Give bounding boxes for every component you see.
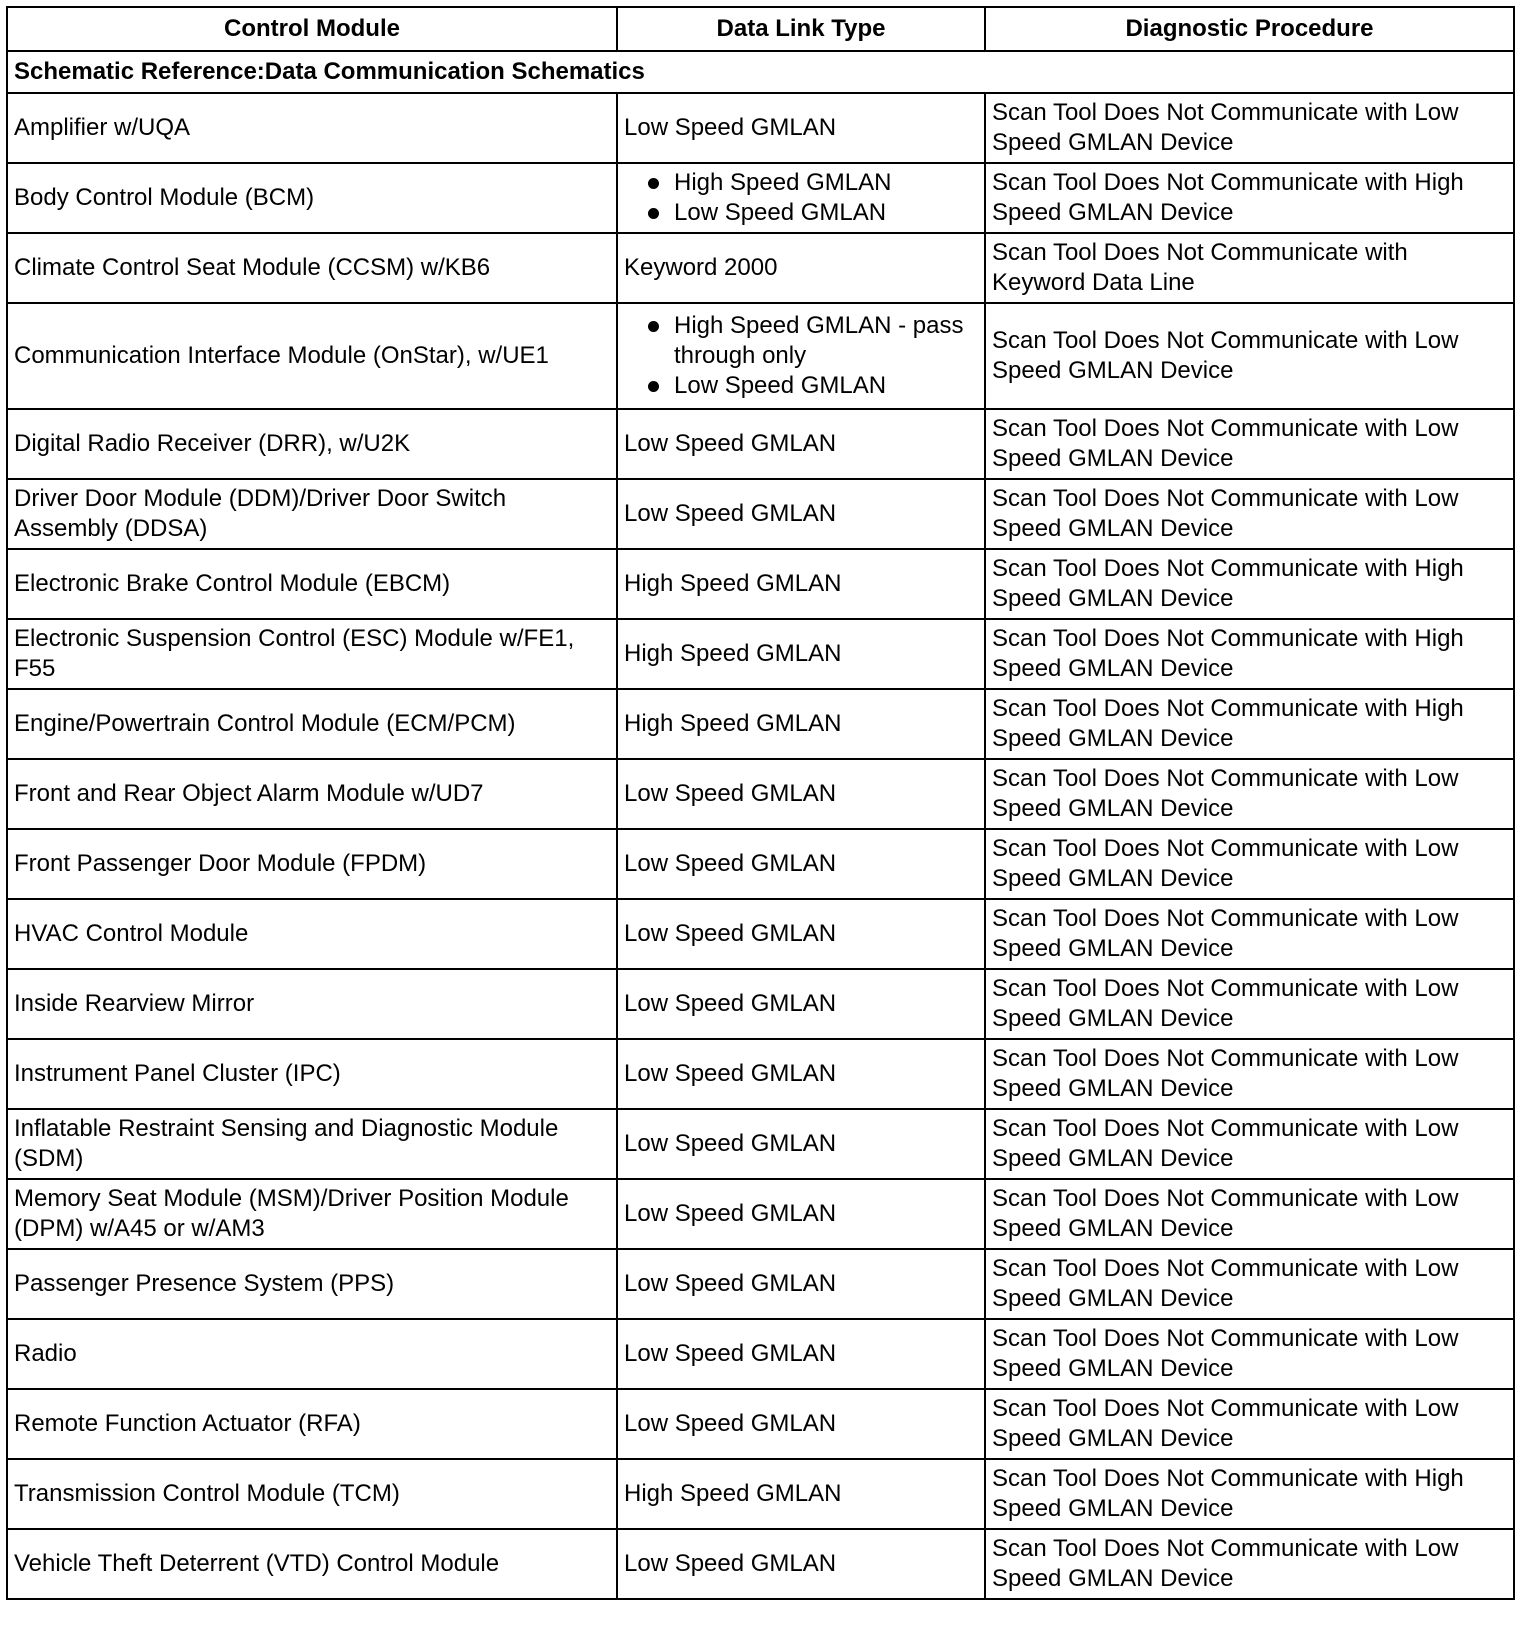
control-module-cell: HVAC Control Module — [7, 899, 617, 969]
control-module-cell: Driver Door Module (DDM)/Driver Door Switch Assembly (DDSA) — [7, 479, 617, 549]
control-module-cell: Radio — [7, 1319, 617, 1389]
data-link-type-text: Low Speed GMLAN — [624, 430, 837, 457]
diagnostic-procedure-cell: Scan Tool Does Not Communicate with Low Speed GMLAN Device — [985, 1319, 1514, 1389]
data-link-type-text: Keyword 2000 — [624, 254, 778, 281]
data-link-type-text: Low Speed GMLAN — [624, 1410, 837, 1437]
table-row — [7, 409, 1514, 479]
table-body — [7, 51, 1514, 1599]
control-module-cell: Memory Seat Module (MSM)/Driver Position Module (DPM) w/A45 or w/AM3 — [7, 1179, 617, 1249]
data-link-type-cell — [617, 479, 985, 549]
data-link-type-cell — [617, 1319, 985, 1389]
diagnostic-procedure-cell: Scan Tool Does Not Communicate with Low Speed GMLAN Device — [985, 969, 1514, 1039]
table-row — [7, 1389, 1514, 1459]
data-link-type-item: Low Speed GMLAN — [646, 371, 978, 401]
table-row — [7, 93, 1514, 163]
data-link-type-text: High Speed GMLAN — [624, 710, 842, 737]
table-row — [7, 1529, 1514, 1599]
control-module-cell: Digital Radio Receiver (DRR), w/U2K — [7, 409, 617, 479]
control-module-cell: Electronic Suspension Control (ESC) Module w/FE1, F55 — [7, 619, 617, 689]
data-link-type-cell — [617, 829, 985, 899]
data-link-table-container — [6, 6, 1515, 1600]
diagnostic-procedure-cell: Scan Tool Does Not Communicate with Low Speed GMLAN Device — [985, 1179, 1514, 1249]
section-title: Schematic Reference:Data Communication Schematics — [7, 51, 1514, 93]
diagnostic-procedure-cell: Scan Tool Does Not Communicate with Low Speed GMLAN Device — [985, 479, 1514, 549]
data-link-type-cell — [617, 1249, 985, 1319]
section-row — [7, 51, 1514, 93]
table-row — [7, 899, 1514, 969]
header-diagnostic-procedure: Diagnostic Procedure — [985, 7, 1514, 51]
diagnostic-procedure-cell: Scan Tool Does Not Communicate with High Speed GMLAN Device — [985, 549, 1514, 619]
diagnostic-procedure-cell: Scan Tool Does Not Communicate with High Speed GMLAN Device — [985, 619, 1514, 689]
diagnostic-procedure-cell: Scan Tool Does Not Communicate with Low Speed GMLAN Device — [985, 829, 1514, 899]
table-row — [7, 479, 1514, 549]
data-link-type-cell — [617, 619, 985, 689]
table-row — [7, 619, 1514, 689]
data-link-type-cell — [617, 93, 985, 163]
control-module-cell: Vehicle Theft Deterrent (VTD) Control Module — [7, 1529, 617, 1599]
control-module-cell: Amplifier w/UQA — [7, 93, 617, 163]
data-link-type-text: Low Speed GMLAN — [624, 1060, 837, 1087]
table-row — [7, 163, 1514, 233]
control-module-cell: Transmission Control Module (TCM) — [7, 1459, 617, 1529]
data-link-type-cell — [617, 549, 985, 619]
data-link-type-text: Low Speed GMLAN — [624, 1340, 837, 1367]
diagnostic-procedure-cell: Scan Tool Does Not Communicate with Low Speed GMLAN Device — [985, 1389, 1514, 1459]
table-row — [7, 969, 1514, 1039]
table-row — [7, 549, 1514, 619]
control-module-cell: Front and Rear Object Alarm Module w/UD7 — [7, 759, 617, 829]
data-link-type-item: Low Speed GMLAN — [646, 198, 978, 228]
control-module-cell: Climate Control Seat Module (CCSM) w/KB6 — [7, 233, 617, 303]
header-row — [7, 7, 1514, 51]
control-module-cell: Passenger Presence System (PPS) — [7, 1249, 617, 1319]
data-link-type-cell — [617, 1459, 985, 1529]
diagnostic-procedure-cell: Scan Tool Does Not Communicate with Low Speed GMLAN Device — [985, 899, 1514, 969]
data-link-type-text: Low Speed GMLAN — [624, 850, 837, 877]
control-module-cell: Remote Function Actuator (RFA) — [7, 1389, 617, 1459]
data-link-type-text: Low Speed GMLAN — [624, 114, 837, 141]
data-link-type-cell — [617, 689, 985, 759]
data-link-type-item: High Speed GMLAN — [646, 168, 978, 198]
data-link-type-text: Low Speed GMLAN — [624, 920, 837, 947]
table-row — [7, 829, 1514, 899]
control-module-cell: Front Passenger Door Module (FPDM) — [7, 829, 617, 899]
data-link-table — [6, 6, 1515, 1600]
diagnostic-procedure-cell: Scan Tool Does Not Communicate with Low Speed GMLAN Device — [985, 1249, 1514, 1319]
control-module-cell: Body Control Module (BCM) — [7, 163, 617, 233]
table-row — [7, 759, 1514, 829]
data-link-type-cell — [617, 759, 985, 829]
control-module-cell: Inside Rearview Mirror — [7, 969, 617, 1039]
control-module-cell: Electronic Brake Control Module (EBCM) — [7, 549, 617, 619]
table-row — [7, 1039, 1514, 1109]
data-link-type-item: High Speed GMLAN - pass through only — [646, 311, 978, 371]
data-link-type-cell — [617, 303, 985, 409]
data-link-type-text: Low Speed GMLAN — [624, 1550, 837, 1577]
diagnostic-procedure-cell: Scan Tool Does Not Communicate with Keyword Data Line — [985, 233, 1514, 303]
data-link-type-list — [624, 311, 978, 401]
header-data-link-type: Data Link Type — [617, 7, 985, 51]
diagnostic-procedure-cell: Scan Tool Does Not Communicate with High Speed GMLAN Device — [985, 689, 1514, 759]
data-link-type-cell — [617, 233, 985, 303]
data-link-type-cell — [617, 899, 985, 969]
table-row — [7, 1179, 1514, 1249]
data-link-type-text: High Speed GMLAN — [624, 1480, 842, 1507]
table-row — [7, 233, 1514, 303]
header-control-module: Control Module — [7, 7, 617, 51]
data-link-type-cell — [617, 1529, 985, 1599]
diagnostic-procedure-cell: Scan Tool Does Not Communicate with Low Speed GMLAN Device — [985, 1039, 1514, 1109]
data-link-type-text: Low Speed GMLAN — [624, 1270, 837, 1297]
data-link-type-cell — [617, 1389, 985, 1459]
data-link-type-cell — [617, 163, 985, 233]
table-row — [7, 303, 1514, 409]
data-link-type-text: Low Speed GMLAN — [624, 500, 837, 527]
control-module-cell: Instrument Panel Cluster (IPC) — [7, 1039, 617, 1109]
table-header — [7, 7, 1514, 51]
diagnostic-procedure-cell: Scan Tool Does Not Communicate with High Speed GMLAN Device — [985, 163, 1514, 233]
data-link-type-cell — [617, 409, 985, 479]
table-row — [7, 1249, 1514, 1319]
table-row — [7, 1459, 1514, 1529]
diagnostic-procedure-cell: Scan Tool Does Not Communicate with Low Speed GMLAN Device — [985, 409, 1514, 479]
data-link-type-text: High Speed GMLAN — [624, 570, 842, 597]
diagnostic-procedure-cell: Scan Tool Does Not Communicate with Low Speed GMLAN Device — [985, 1529, 1514, 1599]
table-row — [7, 689, 1514, 759]
diagnostic-procedure-cell: Scan Tool Does Not Communicate with Low Speed GMLAN Device — [985, 303, 1514, 409]
data-link-type-list — [624, 168, 978, 228]
data-link-type-cell — [617, 969, 985, 1039]
diagnostic-procedure-cell: Scan Tool Does Not Communicate with High Speed GMLAN Device — [985, 1459, 1514, 1529]
data-link-type-text: High Speed GMLAN — [624, 640, 842, 667]
data-link-type-text: Low Speed GMLAN — [624, 780, 837, 807]
control-module-cell: Engine/Powertrain Control Module (ECM/PCM) — [7, 689, 617, 759]
table-row — [7, 1109, 1514, 1179]
control-module-cell: Inflatable Restraint Sensing and Diagnostic Module (SDM) — [7, 1109, 617, 1179]
data-link-type-cell — [617, 1109, 985, 1179]
data-link-type-text: Low Speed GMLAN — [624, 1200, 837, 1227]
control-module-cell: Communication Interface Module (OnStar), w/UE1 — [7, 303, 617, 409]
table-row — [7, 1319, 1514, 1389]
diagnostic-procedure-cell: Scan Tool Does Not Communicate with Low Speed GMLAN Device — [985, 93, 1514, 163]
data-link-type-text: Low Speed GMLAN — [624, 1130, 837, 1157]
data-link-type-cell — [617, 1179, 985, 1249]
diagnostic-procedure-cell: Scan Tool Does Not Communicate with Low Speed GMLAN Device — [985, 1109, 1514, 1179]
data-link-type-text: Low Speed GMLAN — [624, 990, 837, 1017]
data-link-type-cell — [617, 1039, 985, 1109]
diagnostic-procedure-cell: Scan Tool Does Not Communicate with Low Speed GMLAN Device — [985, 759, 1514, 829]
